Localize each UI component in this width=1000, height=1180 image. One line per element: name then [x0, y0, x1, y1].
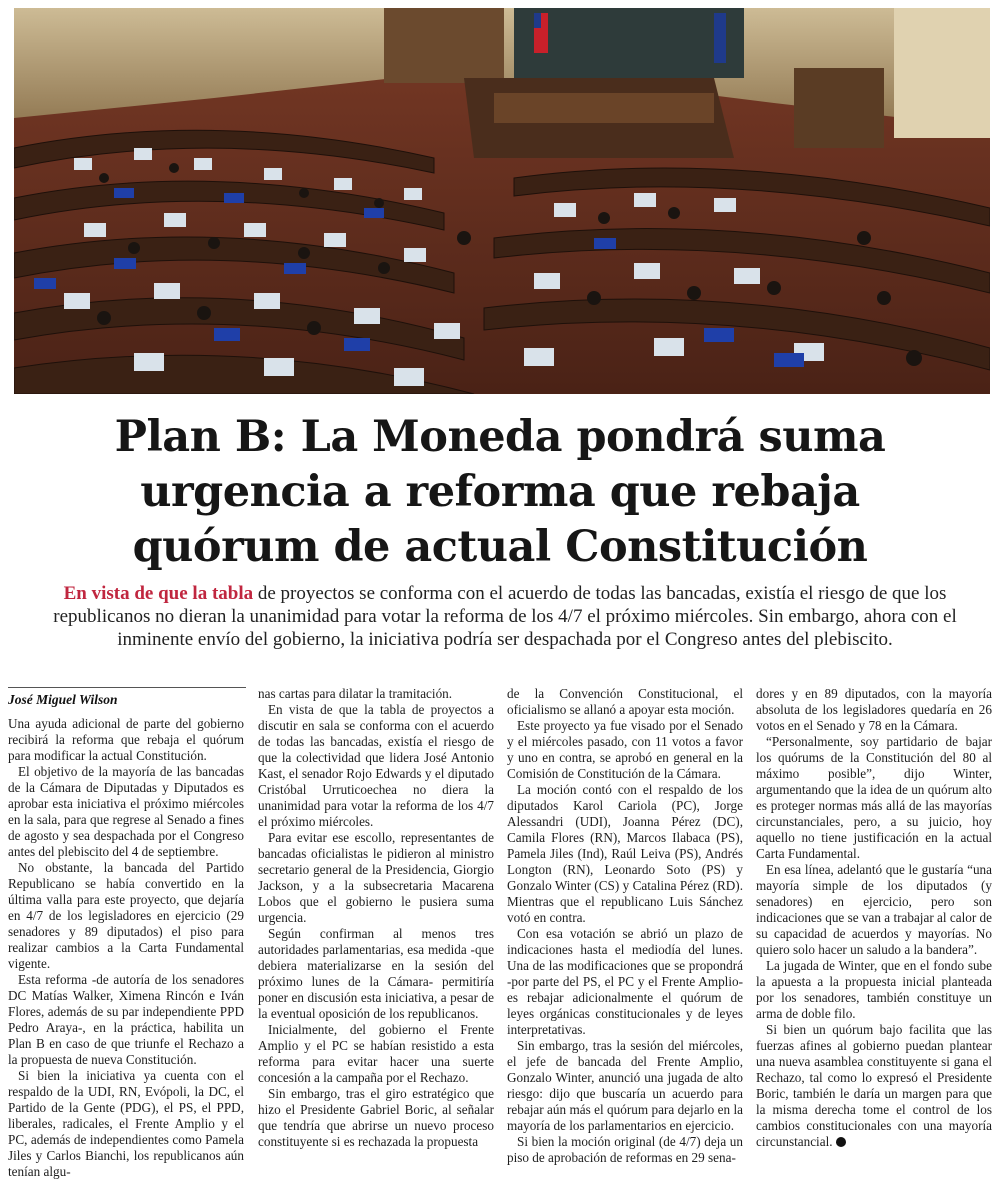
lead-text: de proyectos se conforma con el acuerdo de todas las bancadas, existía el riesgo de que los republicanos no dieran la unanimidad para votar la reforma de los 4/7 el próximo miércoles. Sin embargo, ahora con el inminente envío del gobierno, la iniciativa podría ser despachada por el Congreso antes del plebiscito. — [53, 583, 957, 650]
byline: José Miguel Wilson — [8, 692, 118, 707]
lead-kicker: En vista de que la tabla — [63, 583, 254, 604]
paragraph: Según confirman al menos tres autoridades parlamentarias, esa medida -que debiera materializarse en la sesión del próximo lunes de la Cámara- permitiría poner en discusión esta iniciativa, a pesar de la eventual oposición de los republicanos. — [258, 926, 494, 1021]
article-column-1 — [8, 716, 244, 1180]
paragraph: Este proyecto ya fue visado por el Senado y el miércoles pasado, con 11 votos a favor y uno en contra, se aprobó en general en la Comisión de Constitución de la Cámara. — [507, 718, 743, 781]
paragraph: El objetivo de la mayoría de las bancadas de la Cámara de Diputadas y Diputados es aprobar esta iniciativa el próximo miércoles en la sala, para que regrese al Senado a fines de agosto y sea despachada por el Congreso antes del plebiscito del 4 de septiembre. — [8, 764, 244, 859]
paragraph: No obstante, la bancada del Partido Republicano se había convertido en la última valla para este proyecto, que dejaría en 4/7 de los legisladores en ejercicio (29 senadores y 89 diputados) el piso para realizar cambios a la Carta Fundamental vigente. — [8, 860, 244, 971]
headline-line-1: Plan B: La Moneda pondrá suma — [114, 412, 886, 462]
paragraph: de la Convención Constitucional, el oficialismo se allanó a apoyar esta moción. — [507, 686, 743, 717]
paragraph: dores y en 89 diputados, con la mayoría absoluta de los legisladores quedaría en 26 votos en el Senado y 78 en la Cámara. — [756, 686, 992, 733]
paragraph: Sin embargo, tras el giro estratégico que hizo el Presidente Gabriel Boric, al señalar que tendría que abrirse un nuevo proceso constituyente si es rechazada la propuesta — [258, 1086, 494, 1149]
final-text: Si bien un quórum bajo facilita que las fuerzas afines al gobierno puedan plantear una nueva asamblea constituyente si gana el Rechazo, tal como lo expresó el Presidente Boric, también le daría un margen para que la misma derecha tome el control de los cambios constitucionales con una mayoría circunstancial. — [756, 1022, 992, 1149]
article-column-4 — [756, 686, 992, 1150]
paragraph: nas cartas para dilatar la tramitación. — [258, 686, 453, 701]
chamber-photo — [14, 8, 990, 394]
paragraph: La jugada de Winter, que en el fondo sube la apuesta a la propuesta inicial planteada por los senadores, también constituye un arma de doble filo. — [756, 958, 992, 1021]
headline — [0, 410, 1000, 575]
headline-line-2: urgencia a reforma que rebaja — [140, 467, 860, 517]
paragraph-final — [756, 1022, 992, 1150]
paragraph: Inicialmente, del gobierno el Frente Amplio y el PC se habían resistido a esta reforma para evitar hacer una suerte concesión a la campaña por el Rechazo. — [258, 1022, 494, 1085]
paragraph: En vista de que la tabla de proyectos a discutir en sala se conforma con el acuerdo de todas las bancadas, existía el riesgo de que la colectividad que lidera José Antonio Kast, el senador Rojo Edwards y el diputado Cristóbal Urruticoechea no diera la unanimidad para votar la reforma de los 4/7 el próximo miércoles. — [258, 702, 494, 829]
paragraph: Con esa votación se abrió un plazo de indicaciones hasta el mediodía del lunes. Una de las modificaciones que se propondrá -por parte del PS, el PC y el Frente Amplio- es rebajar adicionalmente el quórum de leyes orgánicas constitucionales y de leyes interpretativas. — [507, 926, 743, 1037]
paragraph: Esta reforma -de autoría de los senadores DC Matías Walker, Ximena Rincón e Iván Flores, además de su par independiente PPD Pedro Araya-, en la práctica, habilita un Plan B en caso de que triunfe el Rechazo a la propuesta de nueva Constitución. — [8, 972, 244, 1067]
paragraph: Para evitar ese escollo, representantes de bancadas oficialistas le pidieron al ministro secretario general de la Presidencia, Giorgio Jackson, y a la subsecretaria Macarena Lobos que el gobierno le pusiera suma urgencia. — [258, 830, 494, 925]
paragraph: Sin embargo, tras la sesión del miércoles, el jefe de bancada del Frente Amplio, Gonzalo Winter, anunció una jugada de alto riesgo: dijo que buscaría un acuerdo para rebajar aún más el quórum para dejarlo en la mayoría de los parlamentarios en ejercicio. — [507, 1038, 743, 1133]
article-column-2 — [258, 686, 494, 1150]
paragraph: La moción contó con el respaldo de los diputados Karol Cariola (PC), Jorge Alessandri (UDI), Joanna Pérez (DC), Camila Flores (RN), Marcos Ilabaca (PS), Pamela Jiles (Ind), Raúl Leiva (PS), Andrés Longton (RN), Leonardo Soto (PS) y Gonzalo Winter (CS) y Catalina Pérez (RD). Mientras que el republicano Luis Sánchez votó en contra. — [507, 782, 743, 925]
paragraph: Si bien la moción original (de 4/7) deja un piso de aprobación de reformas en 29 sena- — [507, 1134, 743, 1165]
paragraph: Una ayuda adicional de parte del gobierno recibirá la reforma que rebaja el quórum para modificar la actual Constitución. — [8, 716, 244, 763]
paragraph: “Personalmente, soy partidario de bajar los quórums de la Constitución del 80 al máximo posible”, dijo Winter, argumentando que la idea de un quórum alto es proteger normas más allá de las mayorías circunstanciales, pero, a su juicio, hoy aquello no tiene justificación en la actual Carta Fundamental. — [756, 734, 992, 861]
chamber-photo-icon — [14, 8, 990, 394]
headline-line-3: quórum de actual Constitución — [132, 522, 868, 572]
byline-rule — [8, 687, 246, 688]
lead-paragraph — [40, 582, 970, 651]
end-mark-icon — [836, 1137, 846, 1147]
paragraph: Si bien la iniciativa ya cuenta con el respaldo de la UDI, RN, Evópoli, la DC, el Partido de la Gente (PDG), el PS, el PPD, liberales, radicales, el Frente Amplio y el PC, además de independientes como Pamela Jiles y Carlos Bianchi, los republicanos aún tenían algu- — [8, 1068, 244, 1179]
paragraph: En esa línea, adelantó que le gustaría “una mayoría simple de los diputados (y senadores) en ejercicio, pero son indicaciones que se van a trabajar al calor de su capacidad de acuerdos y mayorías. No quiero solo hacer un saludo a la bandera”. — [756, 862, 992, 957]
article-column-3 — [507, 686, 743, 1166]
